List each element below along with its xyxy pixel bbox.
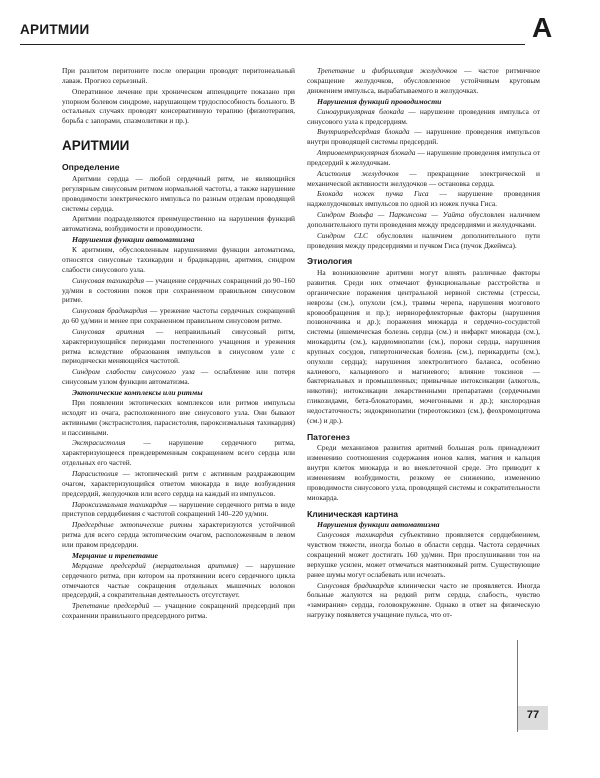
automatism-paragraph: К аритмиям, обусловленным нарушениями функции автоматизма, относятся синусовые тахикардии и брадикардии, аритмия, синдром слабости синусового узла. (62, 245, 295, 274)
term: Пароксизмальная тахикардия (72, 499, 167, 509)
term-paragraph: Пароксизмальная тахикардия — нарушение сердечного ритма в виде приступов сердцебиения с частотой сокращений 140–220 уд/мин. (62, 499, 295, 519)
section-letter: А (532, 12, 553, 43)
ectopic-subheading: Эктопические комплексы или ритмы (72, 387, 203, 397)
term-paragraph: Синусовая аритмия — неправильный синусовый ритм, характеризующийся периодами постепенного учащения и урежения ритма вследствие образования импульсов в синусовом узле с периодически меняющейся частотой. (62, 326, 295, 366)
intro-paragraph: При разлитом перитоните после операции проводят перитонеальный лаваж. Прогноз серьезный. (62, 66, 295, 85)
running-header-title: АРИТМИИ (20, 22, 90, 37)
definition-paragraph: Аритмии подразделяются преимущественно на нарушения функций автоматизма, возбудимости и проводимости. (62, 214, 295, 234)
page-number: 77 (526, 709, 540, 721)
term: Парасистолия (72, 469, 118, 479)
pathogenesis-paragraph: Среди механизмов развития аритмий большая роль принадлежит изменению соотношения содержания ионов калия, магния и кальция внутри клеток миокарда и во внеклеточной среде. Это приводит к изменениям возбудимости, резкому ее снижению, изменению проводимости синусового узла, проводящей системы и сократительности миокарда. (307, 443, 540, 502)
term: Синдром слабости синусового узла (72, 367, 195, 377)
term-paragraph: Синоаурикулярная блокада — нарушение проведения импульса от синусового узла к предсердиям. (307, 106, 541, 126)
term: Предсердные эктопические ритмы (72, 520, 193, 530)
pathogenesis-heading: Патогенез (307, 431, 350, 442)
term-paragraph: Синдром слабости синусового узла — ослабление или потеря синусовым узлом функции автоматизма. (62, 367, 295, 387)
article-heading: АРИТМИИ (62, 138, 130, 154)
term-paragraph: Синдром Вольфа — Паркинсона — Уайта обусловлен наличием дополнительного пути проведения между предсердиями и желудочками. (307, 210, 540, 229)
term-paragraph: Асистолия желудочков — прекращение электрической и механической активности желудочков — остановка сердца. (307, 168, 540, 188)
term: Синусовая тахикардия (317, 530, 394, 540)
term-paragraph: Экстрасистолия — нарушение сердечного ритма, характеризующееся преждевременным сокращением всего сердца или отдельных его частей. (62, 438, 295, 468)
term: Синусовая тахикардия (72, 275, 145, 285)
term: Экстрасистолия (72, 438, 126, 448)
definition-heading: Определение (62, 162, 120, 173)
intro-paragraph: Оперативное лечение при хроническом аппендиците показано при упорном болевом синдроме, нарушающем трудоспособность больного. В остальных случаях проводят консервативную терапию (физиотерапия, борьба с запорами, спазмолитики и пр.). (62, 86, 295, 126)
ectopic-paragraph: При появлении эктопических комплексов или ритмов импульсы исходят из очага, расположенного вне синусового узла. Они бывают активными (экстрасистолия, парасистолия, пароксизмальная тахикардия) и пассивными. (62, 398, 295, 437)
term: Мерцание предсердий (мерцательная аритмия) (72, 560, 239, 570)
term-paragraph: Атриовентрикулярная блокада — нарушение проведения импульса от предсердий к желудочкам. (307, 148, 541, 167)
term-paragraph: Парасистолия — эктопический ритм с активным раздражающим очагом, характеризующийся ответом миокарда в виде возбуждения предсердий, желудочков или всего сердца на каждый из импульсов. (62, 469, 295, 498)
term-paragraph: Блокада ножек пучка Гиса — нарушение проведения наджелудочковых импульсов по одной из ножек пучка Гиса. (307, 189, 540, 209)
term: Синдром Вольфа — Паркинсона — Уайта (317, 210, 465, 220)
definition-paragraph: Аритмии сердца — любой сердечный ритм, не являющийся регулярным синусовым ритмом нормальной частоты, а также нарушение проводимости электрического импульса по разным отделам проводящей системы сердца. (62, 173, 295, 213)
term: Синоаурикулярная блокада (317, 106, 405, 116)
term: Синдром CLC (317, 230, 368, 240)
etiology-paragraph: На возникновение аритмии могут влиять различные факторы развития. Среди них отмечают функциональные расстройства и органические поражения центральной нервной системы (стрессы, неврозы (см.), опухоли (см.), травмы черепа, нарушения мозгового кровообращения и пр.); нервнорефлекторные факторы (нарушения позвоночника и др.); поражения миокарда и сердечно-сосудистой системы (ишемическая болезнь сердца (см.) и инфаркт миокарда (см.), миокардиты (см.), кардиомиопатии (см.), пороки сердца, нарушения крупных сосудов, гипертоническая болезнь (см.), перикардиты (см.), опухоли сердца); нарушения электролитного баланса, особенно калиевого, кальциевого и магниевого; влияние токсинов — бактериальных и промышленных; привычные интоксикации (алкоголь, никотин); интоксикации лекарственными препаратами (сердечными гликозидами, бета-блокаторами, мочегонными и др.); кислородная недостаточность; эндокринопатии (тиреотоксикоз (см.), феохромоцитома (см.) и др.). (307, 268, 540, 425)
term-paragraph: Мерцание предсердий (мерцательная аритмия) — нарушение сердечного ритма, при котором на протяжении всего сердечного цикла отмечаются частые сокращения отдельных мышечных волокон предсердий, а сократительная деятельность отсутствует. (62, 560, 295, 600)
term-paragraph: Синусовая брадикардия клинически часто не проявляется. Иногда больные жалуются на редкий ритм сердца, слабость, чувство «замирания» сердца, головокружение. Однако в ответ на физическую нагрузку появляется учащение пульса, что от- (307, 580, 540, 620)
term: Блокада ножек пучка Гиса (317, 189, 429, 199)
term-paragraph: Трепетание предсердий — учащение сокращений предсердий при сохранении правильного предсердного ритма. (62, 601, 296, 621)
right-column (307, 66, 540, 621)
term-paragraph: Синусовая тахикардия — учащение сердечных сокращений до 90–160 уд/мин в состоянии покоя при сохраненном правильном синусовом ритме. (62, 275, 295, 305)
term-paragraph: Внутрипредсердная блокада — нарушение проведения импульсов внутри проводящей системы предсердий. (307, 127, 540, 147)
term: Асистолия желудочков (317, 168, 399, 178)
term-paragraph: Синусовая тахикардия субъективно проявляется сердцебиением, чувством тяжести, иногда болью в области сердца. Частота сердечных сокращений может достигать 160 уд/мин. При прослушивании тон на верхушке усилен, может отмечаться маятниковый ритм. Существующие ранее шумы могут ослабевать или исчезать. (307, 530, 540, 579)
term-paragraph: Синусовая брадикардия — урежение частоты сердечных сокращений до 60 уд/мин и менее при сохраненном правильном синусовом ритме. (62, 306, 295, 326)
left-column (62, 66, 295, 622)
term: Синусовая аритмия (72, 326, 145, 336)
term: Трепетание и фибрилляция желудочков (317, 66, 457, 75)
term: Синусовая брадикардия (317, 580, 394, 590)
term: Внутрипредсердная блокада (317, 127, 410, 137)
flutter-subheading: Мерцание и трепетание (72, 550, 158, 560)
etiology-heading: Этиология (307, 256, 353, 267)
conduction-subheading: Нарушения функций проводимости (317, 96, 442, 106)
clinical-heading: Клиническая картина (307, 508, 399, 519)
term: Атриовентрикулярная блокада (317, 148, 416, 158)
header-rule (20, 44, 525, 45)
term-paragraph: Синдром CLC обусловлен наличием дополнительного пути проведения между предсердиями и пучком Гиса (пучок Джеймса). (307, 230, 540, 250)
term-paragraph: Трепетание и фибрилляция желудочков — частое ритмичное сокращение желудочков, обусловленное устойчивым круговым движением импульса, вырабатываемого в желудочках. (307, 66, 540, 95)
clinical-subheading: Нарушения функции автоматизма (317, 520, 440, 530)
term: Синусовая брадикардия (72, 306, 148, 316)
term: Трепетание предсердий (72, 601, 150, 611)
automatism-subheading: Нарушения функции автоматизма (72, 235, 195, 245)
term-paragraph: Предсердные эктопические ритмы характеризуются устойчивой ритма для всего сердца эктопическим очагом, расположенным в левом или правом предсердии. (62, 520, 295, 549)
